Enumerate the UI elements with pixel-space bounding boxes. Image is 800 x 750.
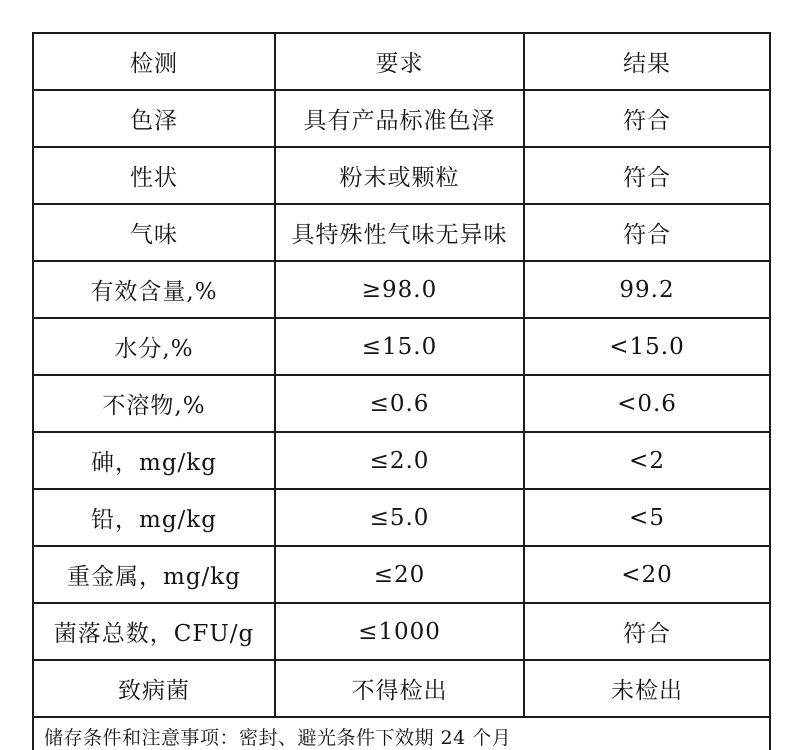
- result-cell: <20: [524, 546, 770, 603]
- column-header-requirement: 要求: [275, 33, 524, 90]
- table-row: [33, 432, 770, 489]
- table-row: [33, 204, 770, 261]
- test-item-cell: 致病菌: [33, 660, 275, 717]
- requirement-cell: ≤15.0: [275, 318, 524, 375]
- table-row: [33, 147, 770, 204]
- result-cell: <0.6: [524, 375, 770, 432]
- test-item-cell: 不溶物,%: [33, 375, 275, 432]
- result-cell: <5: [524, 489, 770, 546]
- requirement-cell: 粉末或颗粒: [275, 147, 524, 204]
- test-item-cell: 水分,%: [33, 318, 275, 375]
- requirement-cell: 具特殊性气味无异味: [275, 204, 524, 261]
- table-row: [33, 90, 770, 147]
- test-item-cell: 重金属，mg/kg: [33, 546, 275, 603]
- requirement-cell: ≤20: [275, 546, 524, 603]
- test-item-cell: 铅，mg/kg: [33, 489, 275, 546]
- result-cell: <15.0: [524, 318, 770, 375]
- header-row: [33, 33, 770, 90]
- test-item-cell: 有效含量,%: [33, 261, 275, 318]
- table-row: [33, 261, 770, 318]
- table-row: [33, 489, 770, 546]
- table-row: [33, 546, 770, 603]
- requirement-cell: 不得检出: [275, 660, 524, 717]
- test-item-cell: 气味: [33, 204, 275, 261]
- inspection-table: [32, 32, 771, 750]
- result-cell: 符合: [524, 204, 770, 261]
- storage-note: 储存条件和注意事项：密封、避光条件下效期 24 个月: [33, 717, 770, 750]
- result-cell: 99.2: [524, 261, 770, 318]
- test-item-cell: 砷，mg/kg: [33, 432, 275, 489]
- test-item-cell: 菌落总数，CFU/g: [33, 603, 275, 660]
- requirement-cell: ≤2.0: [275, 432, 524, 489]
- table-row: [33, 603, 770, 660]
- requirement-cell: ≤5.0: [275, 489, 524, 546]
- result-cell: 符合: [524, 90, 770, 147]
- table-row: [33, 375, 770, 432]
- result-cell: 未检出: [524, 660, 770, 717]
- result-cell: 符合: [524, 147, 770, 204]
- table-row: [33, 660, 770, 717]
- requirement-cell: ≥98.0: [275, 261, 524, 318]
- footer-row: [33, 717, 770, 750]
- column-header-result: 结果: [524, 33, 770, 90]
- requirement-cell: 具有产品标准色泽: [275, 90, 524, 147]
- column-header-test: 检测: [33, 33, 275, 90]
- result-cell: <2: [524, 432, 770, 489]
- test-item-cell: 色泽: [33, 90, 275, 147]
- requirement-cell: ≤0.6: [275, 375, 524, 432]
- table-row: [33, 318, 770, 375]
- test-item-cell: 性状: [33, 147, 275, 204]
- result-cell: 符合: [524, 603, 770, 660]
- requirement-cell: ≤1000: [275, 603, 524, 660]
